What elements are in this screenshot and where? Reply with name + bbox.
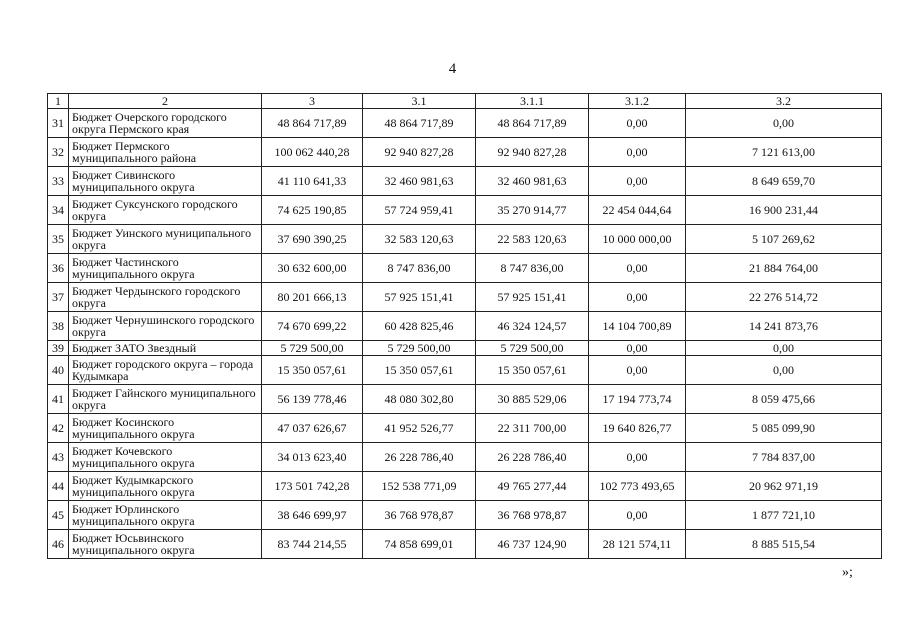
amount-3-2: 1 877 721,10 <box>686 501 882 530</box>
total-amount: 74 670 699,22 <box>262 312 363 341</box>
row-number: 43 <box>48 443 69 472</box>
budget-table <box>47 93 882 559</box>
total-amount: 83 744 214,55 <box>262 530 363 559</box>
amount-3-1-2: 0,00 <box>589 109 686 138</box>
amount-3-2: 8 059 475,66 <box>686 385 882 414</box>
table-row <box>48 501 882 530</box>
amount-3-1: 60 428 825,46 <box>363 312 476 341</box>
row-number: 42 <box>48 414 69 443</box>
amount-3-1-1: 22 311 700,00 <box>476 414 589 443</box>
budget-name: Бюджет Чернушинского городского округа <box>69 312 262 341</box>
amount-3-1-2: 0,00 <box>589 138 686 167</box>
amount-3-1-2: 102 773 493,65 <box>589 472 686 501</box>
budget-name: Бюджет Гайнского муниципального округа <box>69 385 262 414</box>
total-amount: 41 110 641,33 <box>262 167 363 196</box>
amount-3-1-1: 26 228 786,40 <box>476 443 589 472</box>
budget-name: Бюджет Уинского муниципального округа <box>69 225 262 254</box>
row-number: 36 <box>48 254 69 283</box>
budget-name: Бюджет Юрлинского муниципального округа <box>69 501 262 530</box>
amount-3-2: 0,00 <box>686 356 882 385</box>
amount-3-1-1: 57 925 151,41 <box>476 283 589 312</box>
column-header: 3 <box>262 94 363 109</box>
amount-3-1: 92 940 827,28 <box>363 138 476 167</box>
row-number: 39 <box>48 341 69 356</box>
row-number: 45 <box>48 501 69 530</box>
row-number: 46 <box>48 530 69 559</box>
amount-3-2: 8 649 659,70 <box>686 167 882 196</box>
table-row <box>48 341 882 356</box>
total-amount: 74 625 190,85 <box>262 196 363 225</box>
total-amount: 37 690 390,25 <box>262 225 363 254</box>
amount-3-1-2: 0,00 <box>589 501 686 530</box>
page-number: 4 <box>448 61 457 77</box>
amount-3-1: 48 080 302,80 <box>363 385 476 414</box>
column-header: 3.1.2 <box>589 94 686 109</box>
table-row <box>48 167 882 196</box>
table-row <box>48 196 882 225</box>
amount-3-2: 21 884 764,00 <box>686 254 882 283</box>
amount-3-1: 36 768 978,87 <box>363 501 476 530</box>
total-amount: 15 350 057,61 <box>262 356 363 385</box>
budget-name: Бюджет Пермского муниципального района <box>69 138 262 167</box>
amount-3-1-2: 17 194 773,74 <box>589 385 686 414</box>
closing-quote-mark: »; <box>842 565 853 580</box>
amount-3-1-1: 32 460 981,63 <box>476 167 589 196</box>
amount-3-2: 22 276 514,72 <box>686 283 882 312</box>
amount-3-1-1: 92 940 827,28 <box>476 138 589 167</box>
row-number: 34 <box>48 196 69 225</box>
budget-name: Бюджет Сивинского муниципального округа <box>69 167 262 196</box>
amount-3-1-2: 0,00 <box>589 341 686 356</box>
amount-3-1: 15 350 057,61 <box>363 356 476 385</box>
amount-3-1-2: 10 000 000,00 <box>589 225 686 254</box>
total-amount: 30 632 600,00 <box>262 254 363 283</box>
total-amount: 173 501 742,28 <box>262 472 363 501</box>
total-amount: 38 646 699,97 <box>262 501 363 530</box>
column-header: 1 <box>48 94 69 109</box>
amount-3-1-1: 46 737 124,90 <box>476 530 589 559</box>
budget-name: Бюджет ЗАТО Звездный <box>69 341 262 356</box>
amount-3-1-2: 28 121 574,11 <box>589 530 686 559</box>
amount-3-1-2: 19 640 826,77 <box>589 414 686 443</box>
amount-3-1-1: 30 885 529,06 <box>476 385 589 414</box>
amount-3-1-2: 0,00 <box>589 283 686 312</box>
budget-name: Бюджет Суксунского городского округа <box>69 196 262 225</box>
amount-3-2: 16 900 231,44 <box>686 196 882 225</box>
amount-3-1-2: 0,00 <box>589 167 686 196</box>
amount-3-1: 8 747 836,00 <box>363 254 476 283</box>
column-header: 3.1.1 <box>476 94 589 109</box>
amount-3-1-2: 0,00 <box>589 356 686 385</box>
row-number: 38 <box>48 312 69 341</box>
table-row <box>48 312 882 341</box>
row-number: 41 <box>48 385 69 414</box>
table-header-row <box>48 94 882 109</box>
amount-3-1-1: 49 765 277,44 <box>476 472 589 501</box>
amount-3-1-2: 0,00 <box>589 254 686 283</box>
row-number: 44 <box>48 472 69 501</box>
amount-3-1: 57 925 151,41 <box>363 283 476 312</box>
amount-3-1: 26 228 786,40 <box>363 443 476 472</box>
table-row <box>48 472 882 501</box>
table-row <box>48 225 882 254</box>
table-row <box>48 385 882 414</box>
table-row <box>48 254 882 283</box>
column-header: 3.2 <box>686 94 882 109</box>
budget-name: Бюджет Кудымкарского муниципального округа <box>69 472 262 501</box>
amount-3-1: 74 858 699,01 <box>363 530 476 559</box>
row-number: 32 <box>48 138 69 167</box>
table-row <box>48 530 882 559</box>
amount-3-1-1: 15 350 057,61 <box>476 356 589 385</box>
amount-3-1-1: 8 747 836,00 <box>476 254 589 283</box>
amount-3-1: 32 460 981,63 <box>363 167 476 196</box>
budget-name: Бюджет Юсьвинского муниципального округа <box>69 530 262 559</box>
column-header: 3.1 <box>363 94 476 109</box>
amount-3-1-1: 22 583 120,63 <box>476 225 589 254</box>
amount-3-1: 41 952 526,77 <box>363 414 476 443</box>
amount-3-1-2: 22 454 044,64 <box>589 196 686 225</box>
total-amount: 48 864 717,89 <box>262 109 363 138</box>
total-amount: 56 139 778,46 <box>262 385 363 414</box>
amount-3-1-2: 0,00 <box>589 443 686 472</box>
amount-3-2: 7 784 837,00 <box>686 443 882 472</box>
amount-3-1-1: 46 324 124,57 <box>476 312 589 341</box>
amount-3-1: 5 729 500,00 <box>363 341 476 356</box>
total-amount: 5 729 500,00 <box>262 341 363 356</box>
table-row <box>48 138 882 167</box>
budget-name: Бюджет Косинского муниципального округа <box>69 414 262 443</box>
table-row <box>48 414 882 443</box>
total-amount: 80 201 666,13 <box>262 283 363 312</box>
amount-3-1-1: 36 768 978,87 <box>476 501 589 530</box>
amount-3-1-1: 5 729 500,00 <box>476 341 589 356</box>
amount-3-2: 14 241 873,76 <box>686 312 882 341</box>
amount-3-2: 5 107 269,62 <box>686 225 882 254</box>
budget-name: Бюджет Частинского муниципального округа <box>69 254 262 283</box>
amount-3-2: 20 962 971,19 <box>686 472 882 501</box>
budget-name: Бюджет городского округа – города Кудымкара <box>69 356 262 385</box>
table-row <box>48 283 882 312</box>
amount-3-2: 5 085 099,90 <box>686 414 882 443</box>
amount-3-1-1: 48 864 717,89 <box>476 109 589 138</box>
table-row <box>48 109 882 138</box>
budget-name: Бюджет Кочевского муниципального округа <box>69 443 262 472</box>
table-row <box>48 356 882 385</box>
row-number: 33 <box>48 167 69 196</box>
amount-3-2: 7 121 613,00 <box>686 138 882 167</box>
total-amount: 47 037 626,67 <box>262 414 363 443</box>
total-amount: 34 013 623,40 <box>262 443 363 472</box>
amount-3-2: 8 885 515,54 <box>686 530 882 559</box>
amount-3-1: 48 864 717,89 <box>363 109 476 138</box>
total-amount: 100 062 440,28 <box>262 138 363 167</box>
row-number: 40 <box>48 356 69 385</box>
amount-3-2: 0,00 <box>686 109 882 138</box>
amount-3-2: 0,00 <box>686 341 882 356</box>
row-number: 37 <box>48 283 69 312</box>
amount-3-1: 32 583 120,63 <box>363 225 476 254</box>
amount-3-1-2: 14 104 700,89 <box>589 312 686 341</box>
amount-3-1: 57 724 959,41 <box>363 196 476 225</box>
amount-3-1: 152 538 771,09 <box>363 472 476 501</box>
row-number: 31 <box>48 109 69 138</box>
budget-name: Бюджет Чердынского городского округа <box>69 283 262 312</box>
amount-3-1-1: 35 270 914,77 <box>476 196 589 225</box>
row-number: 35 <box>48 225 69 254</box>
table-row <box>48 443 882 472</box>
column-header: 2 <box>69 94 262 109</box>
budget-name: Бюджет Очерского городского округа Пермского края <box>69 109 262 138</box>
